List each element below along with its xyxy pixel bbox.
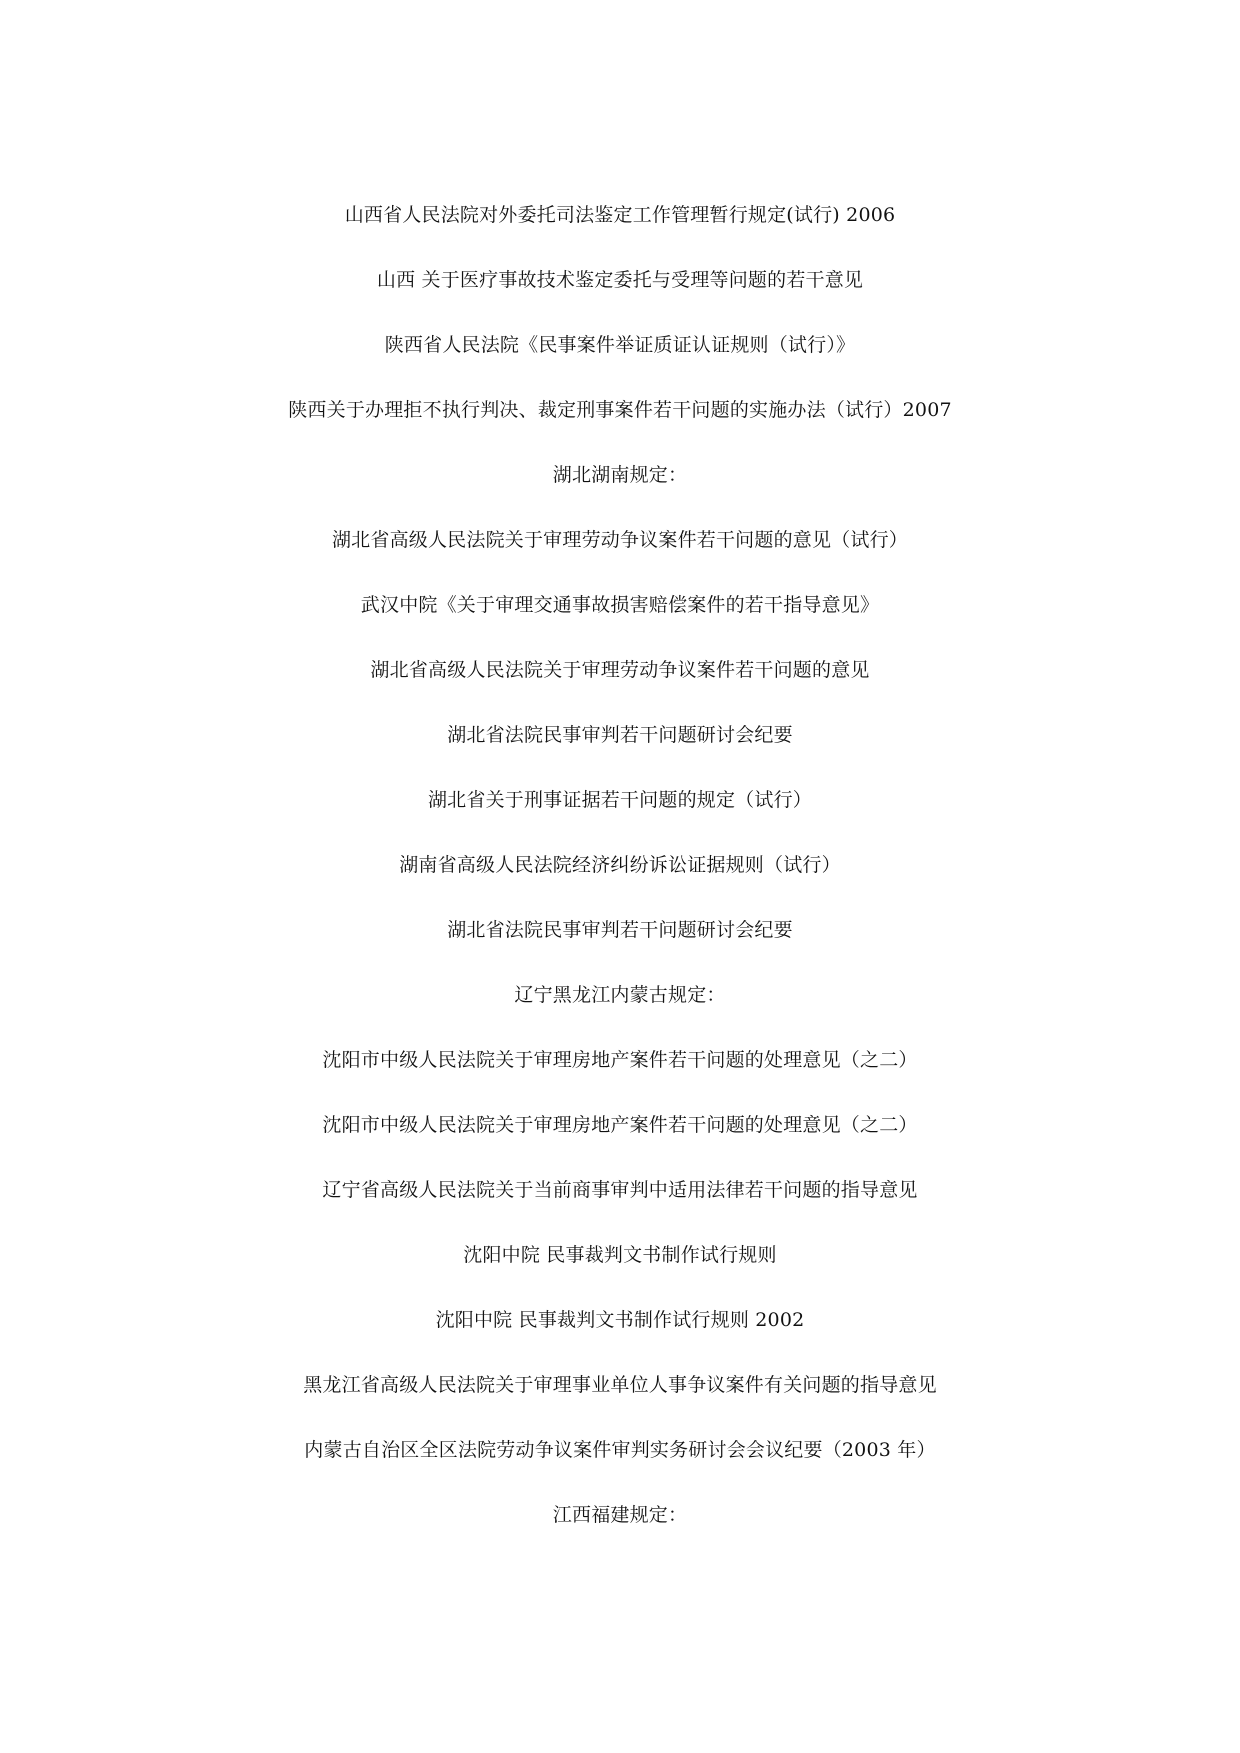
document-line: 湖南省高级人民法院经济纠纷诉讼证据规则（试行）	[399, 854, 841, 876]
section-heading: 湖北湖南规定：	[552, 464, 688, 486]
document-line: 沈阳市中级人民法院关于审理房地产案件若干问题的处理意见（之二）	[322, 1049, 918, 1071]
document-line: 陕西省人民法院《民事案件举证质证认证规则（试行）》	[384, 334, 856, 356]
document-line: 湖北省法院民事审判若干问题研讨会纪要	[447, 724, 793, 746]
document-line: 辽宁省高级人民法院关于当前商事审判中适用法律若干问题的指导意见	[322, 1179, 918, 1201]
document-line: 沈阳市中级人民法院关于审理房地产案件若干问题的处理意见（之二）	[322, 1114, 918, 1136]
document-line: 山西 关于医疗事故技术鉴定委托与受理等问题的若干意见	[376, 269, 864, 291]
document-line: 武汉中院《关于审理交通事故损害赔偿案件的若干指导意见》	[360, 594, 880, 616]
document-line: 湖北省高级人民法院关于审理劳动争议案件若干问题的意见	[370, 659, 870, 681]
document-line: 湖北省高级人民法院关于审理劳动争议案件若干问题的意见（试行）	[331, 529, 908, 551]
document-line: 湖北省法院民事审判若干问题研讨会纪要	[447, 919, 793, 941]
document-line: 沈阳中院 民事裁判文书制作试行规则 2002	[435, 1309, 805, 1331]
section-heading: 江西福建规定：	[552, 1504, 688, 1526]
document-line: 内蒙古自治区全区法院劳动争议案件审判实务研讨会会议纪要（2003 年）	[304, 1439, 936, 1461]
document-line: 沈阳中院 民事裁判文书制作试行规则	[463, 1244, 777, 1266]
document-line: 黑龙江省高级人民法院关于审理事业单位人事争议案件有关问题的指导意见	[303, 1374, 937, 1396]
document-line: 陕西关于办理拒不执行判决、裁定刑事案件若干问题的实施办法（试行）2007	[288, 399, 952, 421]
document-line: 湖北省关于刑事证据若干问题的规定（试行）	[427, 789, 812, 811]
document-body	[0, 195, 1240, 1560]
section-heading: 辽宁黑龙江内蒙古规定：	[514, 984, 726, 1006]
document-line: 山西省人民法院对外委托司法鉴定工作管理暂行规定(试行) 2006	[344, 204, 896, 226]
